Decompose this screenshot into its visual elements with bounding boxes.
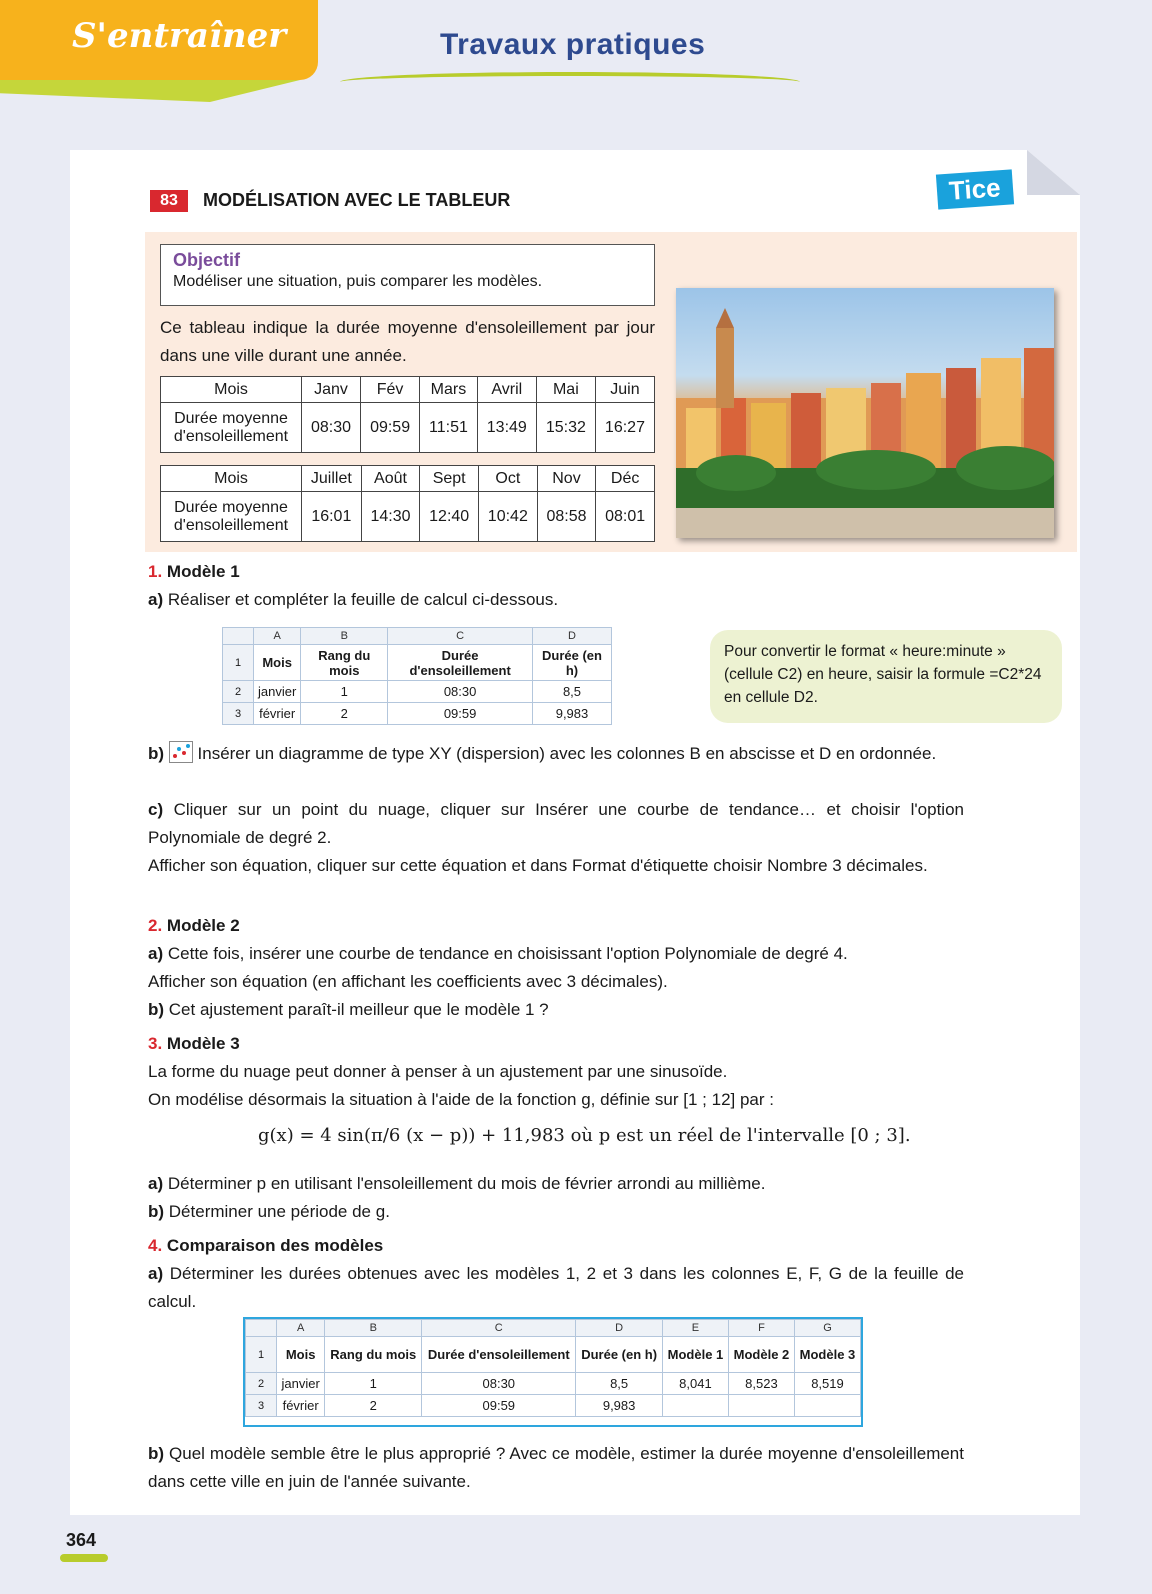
column-header: C xyxy=(388,628,533,645)
table-cell xyxy=(794,1395,860,1417)
month-cell: Mai xyxy=(536,377,595,403)
header-cell: Modèle 2 xyxy=(728,1337,794,1373)
header-cell: Rang du mois xyxy=(301,645,388,681)
question-number: 1. xyxy=(148,562,163,581)
value-cell: 08:01 xyxy=(596,492,655,542)
exercise-title: MODÉLISATION AVEC LE TABLEUR xyxy=(203,190,511,210)
value-cell: 14:30 xyxy=(361,492,420,542)
header-cell: Rang du mois xyxy=(325,1337,422,1373)
hint-box: Pour convertir le format « heure:minute » (cellule C2) en heure, saisir la formule =C2*24 en cellule D2. xyxy=(710,630,1062,723)
question-3-line1: La forme du nuage peut donner à penser à un ajustement par une sinusoïde. xyxy=(148,1062,728,1081)
sunshine-table-2 xyxy=(160,465,655,542)
tab-label: S'entraîner xyxy=(72,16,287,56)
page-number-underline xyxy=(60,1554,108,1562)
question-text: Cliquer sur un point du nuage, cliquer sur Insérer une courbe de tendance… et choisir l'option Polynomiale de degré 2. xyxy=(148,800,964,847)
objective-text: Modéliser une situation, puis comparer les modèles. xyxy=(173,273,543,290)
table-cell: 09:59 xyxy=(388,703,533,725)
question-2a-continued: Afficher son équation (en affichant les coefficients avec 3 décimales). xyxy=(148,972,668,991)
table-cell: 08:30 xyxy=(422,1373,576,1395)
intro-text: Ce tableau indique la durée moyenne d'ensoleillement par jour dans une ville durant une année. xyxy=(160,318,655,365)
question-number: 2. xyxy=(148,916,163,935)
question-3-line2: On modélise désormais la situation à l'aide de la fonction g, définie sur [1 ; 12] par : xyxy=(148,1090,774,1109)
value-cell: 16:01 xyxy=(302,492,362,542)
question-text: Quel modèle semble être le plus approprié ? Avec ce modèle, estimer la durée moyenne d'ensoleillement dans cette ville en juin de l'année suivante. xyxy=(148,1444,964,1491)
question-2b: b) Cet ajustement paraît-il meilleur que le modèle 1 ? xyxy=(148,1000,549,1019)
row-number: 3 xyxy=(246,1395,277,1417)
question-text: Cette fois, insérer une courbe de tendance en choisissant l'option Polynomiale de degré 4. xyxy=(167,944,848,963)
month-cell: Juillet xyxy=(302,466,362,492)
value-cell: 08:30 xyxy=(302,403,361,453)
page-number: 364 xyxy=(66,1530,97,1550)
month-cell: Juin xyxy=(595,377,654,403)
table-cell: 9,983 xyxy=(576,1395,663,1417)
header-cell: Mois xyxy=(254,645,301,681)
table-cell: 9,983 xyxy=(532,703,611,725)
header-cell: Mois xyxy=(277,1337,325,1373)
value-cell: 13:49 xyxy=(477,403,536,453)
value-cell: 12:40 xyxy=(420,492,479,542)
question-3a: a) Déterminer p en utilisant l'ensoleillement du mois de février arrondi au millième. xyxy=(148,1174,766,1193)
question-2a: a) Cette fois, insérer une courbe de tendance en choisissant l'option Polynomiale de degré 4. xyxy=(148,944,848,963)
row-number: 2 xyxy=(246,1373,277,1395)
question-text: Déterminer une période de g. xyxy=(168,1202,390,1221)
question-title: Modèle 1 xyxy=(166,562,240,581)
column-header: E xyxy=(662,1320,728,1337)
month-cell: Déc xyxy=(596,466,655,492)
city-illustration xyxy=(676,288,1054,538)
column-header: A xyxy=(277,1320,325,1337)
row-label: Mois xyxy=(161,466,302,492)
table-cell: 2 xyxy=(325,1395,422,1417)
question-3b: b) Déterminer une période de g. xyxy=(148,1202,390,1221)
column-header: C xyxy=(422,1320,576,1337)
question-3-title xyxy=(148,1030,964,1058)
question-text: Insérer un diagramme de type XY (dispersion) avec les colonnes B en abscisse et D en ordonnée. xyxy=(197,744,937,763)
header-cell: Durée (en h) xyxy=(576,1337,663,1373)
table-cell: février xyxy=(254,703,301,725)
value-cell: 10:42 xyxy=(479,492,538,542)
value-cell: 09:59 xyxy=(361,403,420,453)
table-cell: 1 xyxy=(301,681,388,703)
table-cell: 09:59 xyxy=(422,1395,576,1417)
column-header: G xyxy=(794,1320,860,1337)
column-header: F xyxy=(728,1320,794,1337)
question-2-title xyxy=(148,912,964,940)
month-cell: Sept xyxy=(420,466,479,492)
table-cell: 8,523 xyxy=(728,1373,794,1395)
value-cell: 11:51 xyxy=(420,403,478,453)
title-underline xyxy=(340,72,800,92)
table-cell: 8,519 xyxy=(794,1373,860,1395)
row-number: 3 xyxy=(223,703,254,725)
question-text: Réaliser et compléter la feuille de calcul ci-dessous. xyxy=(167,590,559,609)
question-number: 3. xyxy=(148,1034,163,1053)
header-cell: Modèle 3 xyxy=(794,1337,860,1373)
row-label: Mois xyxy=(161,377,302,403)
table-cell: 2 xyxy=(301,703,388,725)
objective-title: Objectif xyxy=(173,250,241,270)
column-header: B xyxy=(325,1320,422,1337)
question-number: 4. xyxy=(148,1236,163,1255)
tice-badge: Tice xyxy=(936,169,1014,209)
question-title: Comparaison des modèles xyxy=(166,1236,384,1255)
tab-decoration xyxy=(0,80,300,102)
sine-formula: g(x) = 4 sin(π/6 (x − p)) + 11,983 où p est un réel de l'intervalle [0 ; 3]. xyxy=(258,1125,911,1146)
row-label: Durée moyenne d'ensoleillement xyxy=(161,403,302,453)
header-cell: Modèle 1 xyxy=(662,1337,728,1373)
table-cell: 8,5 xyxy=(532,681,611,703)
row-number: 1 xyxy=(246,1337,277,1373)
spreadsheet-1 xyxy=(222,627,612,725)
city-photo xyxy=(676,288,1054,538)
question-4-title xyxy=(148,1232,964,1260)
question-1c: c) Cliquer sur un point du nuage, cliquer sur Insérer une courbe de tendance… et choisir l'option Polynomiale de degré 2. xyxy=(148,800,964,847)
question-text: Cet ajustement paraît-il meilleur que le modèle 1 ? xyxy=(168,1000,549,1019)
section-title: Travaux pratiques xyxy=(440,28,706,61)
month-cell: Avril xyxy=(477,377,536,403)
question-title: Modèle 2 xyxy=(166,916,240,935)
table-cell xyxy=(662,1395,728,1417)
header-cell: Durée d'ensoleillement xyxy=(388,645,533,681)
table-cell: 8,5 xyxy=(576,1373,663,1395)
question-1-title xyxy=(148,558,964,586)
question-4a: a) Déterminer les durées obtenues avec les modèles 1, 2 et 3 dans les colonnes E, F, G de la feuille de calcul. xyxy=(148,1264,964,1311)
month-cell: Mars xyxy=(420,377,478,403)
question-1a: a) Réaliser et compléter la feuille de calcul ci-dessous. xyxy=(148,590,559,609)
table-cell xyxy=(728,1395,794,1417)
value-cell: 15:32 xyxy=(536,403,595,453)
question-title: Modèle 3 xyxy=(166,1034,240,1053)
question-text: Déterminer les durées obtenues avec les modèles 1, 2 et 3 dans les colonnes E, F, G de la feuille de calcul. xyxy=(148,1264,964,1311)
header-cell: Durée d'ensoleillement xyxy=(422,1337,576,1373)
table-cell: 8,041 xyxy=(662,1373,728,1395)
question-text: Déterminer p en utilisant l'ensoleillement du mois de février arrondi au millième. xyxy=(167,1174,766,1193)
folded-corner xyxy=(1027,150,1080,195)
value-cell: 16:27 xyxy=(595,403,654,453)
month-cell: Nov xyxy=(537,466,596,492)
sunshine-table-1 xyxy=(160,376,655,453)
column-header: B xyxy=(301,628,388,645)
objective-box xyxy=(160,244,655,306)
scatter-chart-icon xyxy=(169,741,193,772)
month-cell: Oct xyxy=(479,466,538,492)
column-header: D xyxy=(576,1320,663,1337)
column-header: A xyxy=(254,628,301,645)
table-cell: février xyxy=(277,1395,325,1417)
value-cell: 08:58 xyxy=(537,492,596,542)
table-cell: 08:30 xyxy=(388,681,533,703)
month-cell: Fév xyxy=(361,377,420,403)
row-label: Durée moyenne d'ensoleillement xyxy=(161,492,302,542)
month-cell: Janv xyxy=(302,377,361,403)
question-1b: b) Insérer un diagramme de type XY (dispersion) avec les colonnes B en abscisse et D en ordonnée. xyxy=(148,740,964,772)
month-cell: Août xyxy=(361,466,420,492)
row-number: 1 xyxy=(223,645,254,681)
row-number: 2 xyxy=(223,681,254,703)
table-cell: janvier xyxy=(254,681,301,703)
question-4b: b) Quel modèle semble être le plus approprié ? Avec ce modèle, estimer la durée moyenne d'ensoleillement dans cette ville en juin de l'année suivante. xyxy=(148,1444,964,1491)
table-cell: 1 xyxy=(325,1373,422,1395)
header-cell: Durée (en h) xyxy=(532,645,611,681)
column-header: D xyxy=(532,628,611,645)
table-cell: janvier xyxy=(277,1373,325,1395)
spreadsheet-2 xyxy=(245,1319,861,1417)
question-1c-continued: Afficher son équation, cliquer sur cette équation et dans Format d'étiquette choisir Nombre 3 décimales. xyxy=(148,856,928,875)
exercise-number: 83 xyxy=(150,190,188,212)
